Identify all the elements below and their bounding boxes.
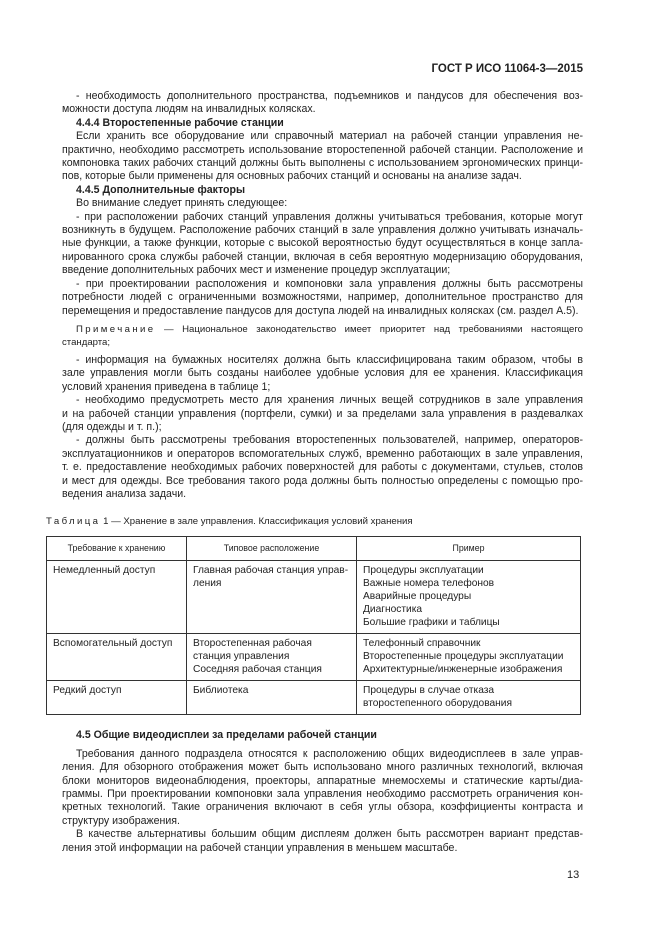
page-number: 13 — [567, 869, 580, 882]
text-line: пов, которые были применены для основных рабочих станций и основаны на анализе задач. — [62, 170, 522, 183]
text-line: ления этой информации на рабочей станции управления в меньшем масштабе. — [62, 841, 458, 854]
document-header: ГОСТ Р ИСО 11064-3—2015 — [431, 63, 583, 75]
text-line: Требования данного подраздела относятся к расположению общих видеодисплеев в зале управ- — [76, 747, 583, 760]
cell-example — [357, 561, 581, 634]
cell-requirement: Немедленный доступ — [47, 561, 187, 634]
table-row — [47, 561, 581, 634]
cell-line: Второстепенные процедуры эксплуатации — [363, 651, 564, 663]
text-line: возникнуть в будущем. Расположение рабочих станций в зале управления должно учитывать изначаль- — [62, 224, 583, 237]
text-line: и мест для одежды. Все требования такого рода должны быть полностью определены с помощью про- — [62, 474, 583, 487]
text-line: нированного срока службы рабочей станции, включая в себя вероятную модернизацию оборудования, — [62, 250, 583, 263]
text-line: структуру изображения. — [62, 814, 180, 827]
paragraph — [62, 278, 583, 318]
paragraph — [62, 828, 583, 855]
paragraph — [62, 90, 583, 117]
paragraph — [62, 748, 583, 828]
text-line: - при проектировании расположения и компоновки зала управления должны быть рассмотрены — [76, 277, 583, 290]
text-line: потребности людей с ограниченными возможностями, например, дополнительное пространство для — [62, 291, 583, 304]
table-row — [47, 634, 581, 681]
text-line: граммы. При проектировании компоновки зала управления необходимо рассмотреть ограничения кон- — [62, 788, 583, 800]
text-line: ления. Для обзорного отображения может быть использовано много различных технологий, включая — [62, 761, 583, 774]
paragraph — [62, 211, 583, 278]
paragraph — [62, 434, 583, 501]
paragraph — [62, 130, 583, 184]
text-line: перемещения и предоставление пандусов для доступа людей на инвалидных колясках (см. раздел А.5). — [62, 304, 579, 317]
text-line: ведения анализа задачи. — [62, 487, 187, 500]
section-heading-4-5: 4.5 Общие видеодисплеи за пределами рабочей станции — [76, 729, 377, 742]
cell-line: Диагностика — [363, 604, 423, 616]
text-block-1 — [62, 90, 583, 501]
text-line: можности доступа людям на инвалидных колясках. — [62, 103, 316, 116]
cell-line: Второстепенная рабочая станция управления — [193, 638, 312, 663]
storage-classification-table — [46, 536, 581, 715]
text-line: условий хранения приведена в таблице 1; — [62, 380, 271, 393]
cell-example — [357, 681, 581, 715]
text-line: - должны быть рассмотрены требования второстепенных пользователей, например, операторов- — [76, 434, 583, 447]
text-line: - необходимость дополнительного пространства, подъемников и пандусов для обеспечения воз- — [76, 90, 583, 102]
cell-line: Важные номера телефонов — [363, 578, 495, 590]
text-line: ные функции, а также функции, которые с высокой вероятностью будут осуществляться в конце запла- — [62, 237, 583, 250]
table-caption: Таблица 1 — Хранение в зале управления. Классификация условий хранения — [46, 516, 413, 528]
cell-line: Библиотека — [193, 685, 249, 697]
cell-location — [187, 681, 357, 715]
table-row — [47, 681, 581, 715]
text-line: - необходимо предусмотреть место для хранения личных вещей сотрудников в зале управления — [76, 394, 583, 407]
text-line: - информация на бумажных носителях должна быть классифицирована таким образом, чтобы в — [76, 353, 583, 366]
paragraph — [62, 354, 583, 394]
cell-location — [187, 561, 357, 634]
note-label: Примечание — [76, 323, 156, 335]
text-line: блоки мониторов видеонаблюдения, проекторы, аппаратные мнемосхемы и статические карты/диа- — [62, 774, 583, 787]
text-line: эксплуатационников и операторов вспомогательных служб, временно работающих в зале управления, — [62, 447, 583, 460]
paragraph — [62, 394, 583, 434]
text-line: В качестве альтернативы большим общим дисплеям должен быть рассмотрен вариант представ- — [76, 828, 583, 841]
text-line: - при расположении рабочих станций управления должны учитываться требования, которые могут — [76, 210, 583, 223]
note: Примечание — Национальное законодательство имеет приоритет над требованиями настоящего стандарта; — [62, 323, 583, 348]
text-line: (для одежды и т. п.); — [62, 420, 162, 433]
text-line: введение дополнительных рабочих мест и изменение процедур эксплуатации; — [62, 264, 451, 277]
text-line: компоновка таких рабочих станций должны быть выполнены с использованием эргономических принци- — [62, 157, 583, 170]
cell-requirement: Вспомогательный доступ — [47, 634, 187, 681]
text-line: зале управления могли быть созданы наиболее удобные условия для ее хранения. Классификация — [62, 367, 583, 380]
cell-requirement: Редкий доступ — [47, 681, 187, 715]
paragraph — [62, 197, 583, 210]
cell-line: Соседняя рабочая станция — [193, 664, 322, 676]
column-header: Типовое расположение — [187, 537, 357, 561]
cell-line: Процедуры в случае отказа второстепенного оборудования — [363, 685, 513, 710]
cell-line: Главная рабочая станция управ-ления — [193, 565, 349, 590]
text-block-2 — [62, 729, 583, 855]
cell-line: Большие графики и таблицы — [363, 617, 500, 629]
text-line: т. е. предоставление необходимых рабочих поверхностей для работы с документами, стульев, столов — [62, 461, 583, 474]
cell-line: Телефонный справочник — [363, 638, 481, 650]
text-line: Если хранить все оборудование или справочный материал на рабочей станции управления не- — [76, 130, 583, 143]
text-line: Во внимание следует принять следующее: — [76, 197, 288, 210]
cell-line: Архитектурные/инженерные изображения — [363, 664, 563, 676]
column-header: Пример — [357, 537, 581, 561]
column-header: Требование к хранению — [47, 537, 187, 561]
text-line: кретных технологий. Такие ограничения включают в себя углы обзора, коэффициенты контраста и — [62, 801, 583, 814]
cell-location — [187, 634, 357, 681]
text-line: практично, необходимо рассмотреть использование второстепенной рабочей станции. Расположение и — [62, 143, 583, 156]
section-heading-4-4-5: 4.4.5 Дополнительные факторы — [76, 183, 246, 196]
cell-example — [357, 634, 581, 681]
section-heading-4-4-4: 4.4.4 Второстепенные рабочие станции — [76, 116, 284, 129]
cell-line: Процедуры эксплуатации — [363, 565, 484, 577]
text-line: и на рабочей станции управления (портфели, сумки) и за пределами зала управления в раздевалках — [62, 407, 583, 420]
cell-line: Аварийные процедуры — [363, 591, 472, 603]
